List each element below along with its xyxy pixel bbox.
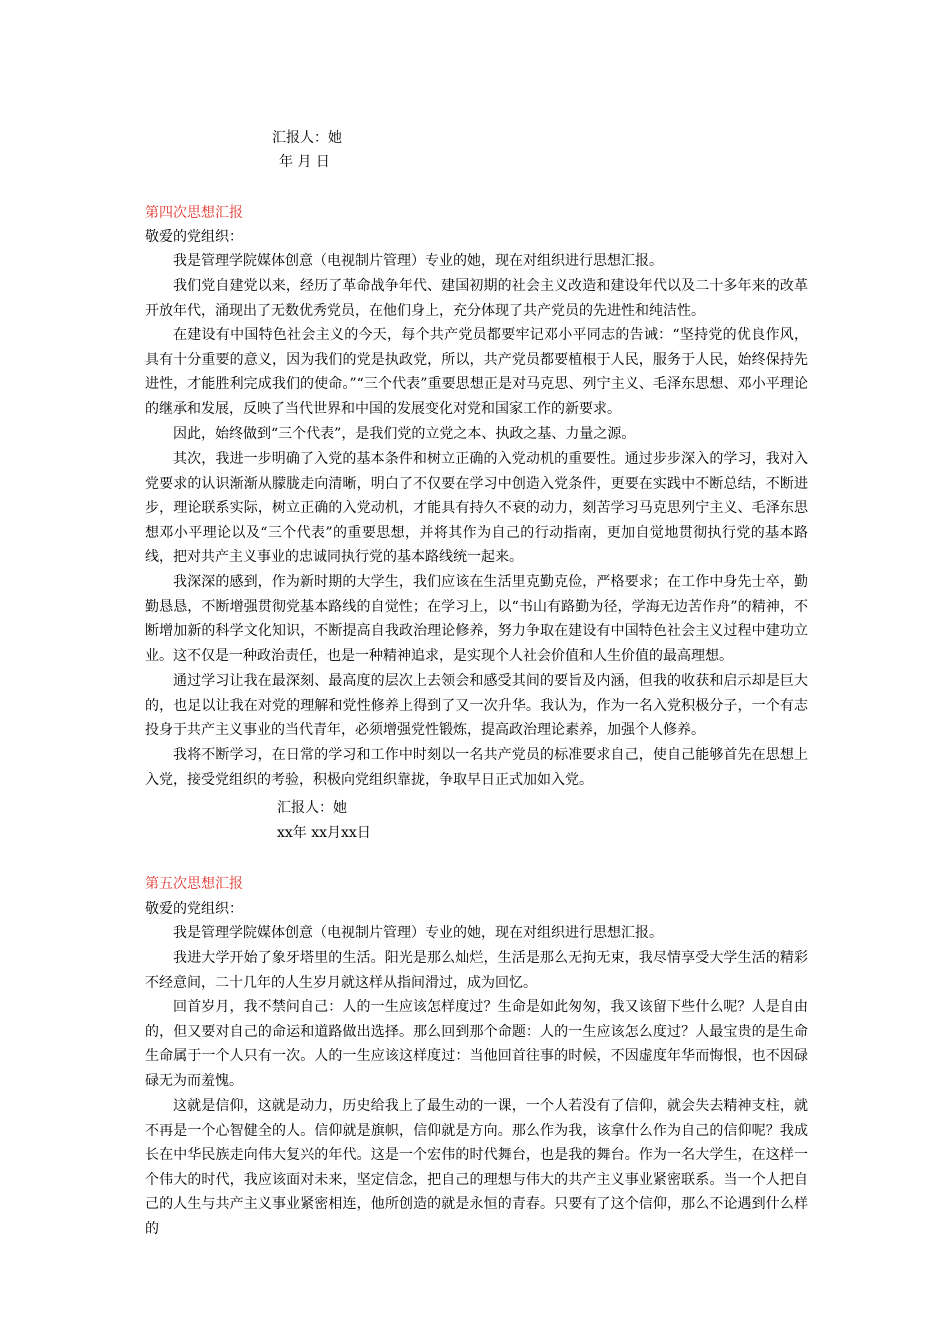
report-4-paragraph: 因此，始终做到“三个代表”，是我们党的立党之本、执政之基、力量之源。 [173, 426, 636, 442]
signature-date: xx年 xx月xx日 [277, 825, 371, 841]
report-4-salutation: 敬爱的党组织： [145, 229, 243, 245]
report-5-paragraph: 我是管理学院媒体创意（电视制片管理）专业的她，现在对组织进行思想汇报。 [173, 925, 663, 941]
signature-reporter: 汇报人：她 [277, 800, 347, 816]
report-4-paragraph: 通过学习让我在最深刻、最高度的层次上去领会和感受其间的要旨及内涵，但我的收获和启示却是巨大的，也足以让我在对党的理解和党性修养上得到了又一次升华。我认为，作为一名入党积极分子，一个有志投身于共产主义事业的当代青年，必须增强党性锻炼，提高政治理论素养，加强个人修养。 [145, 673, 808, 739]
report-5-paragraph: 我进大学开始了象牙塔里的生活。阳光是那么灿烂，生活是那么无拘无束，我尽情享受大学生活的精彩不经意间，二十几年的人生岁月就这样从指间滑过，成为回忆。 [145, 950, 808, 991]
report-4-paragraph: 其次，我进一步明确了入党的基本条件和树立正确的入党动机的重要性。通过步步深入的学习，我对入党要求的认识渐渐从朦胧走向清晰，明白了不仅要在学习中创造入党条件，更要在实践中不断总结，不断进步，理论联系实际，树立正确的入党动机，才能具有持久不衰的动力，刻苦学习马克思列宁主义、毛泽东思想邓小平理论以及“三个代表”的重要思想，并将其作为自己的行动指南，更加自觉地贯彻执行党的基本路线，把对共产主义事业的忠诚同执行党的基本路线统一起来。 [145, 451, 808, 566]
report-4-paragraph: 我是管理学院媒体创意（电视制片管理）专业的她，现在对组织进行思想汇报。 [173, 253, 663, 269]
report-5-paragraph: 这就是信仰，这就是动力，历史给我上了最生动的一课，一个人若没有了信仰，就会失去精神支柱，就不再是一个心智健全的人。信仰就是旗帜，信仰就是方向。那么作为我，该拿什么作为自己的信仰呢？我成长在中华民族走向伟大复兴的年代。这是一个宏伟的时代舞台，也是我的舞台。作为一名大学生，在这样一个伟大的时代，我应该面对未来，坚定信念，把自己的理想与伟大的共产主义事业紧密联系。当一个人把自己的人生与共产主义事业紧密相连，他所创造的就是永恒的青春。只要有了这个信仰，那么不论遇到什么样的 [145, 1098, 808, 1237]
report-4-paragraph: 我们党自建党以来，经历了革命战争年代、建国初期的社会主义改造和建设年代以及二十多年来的改革开放年代，涌现出了无数优秀党员，在他们身上，充分体现了共产党员的先进性和纯洁性。 [145, 278, 808, 319]
signature-date: 年 月 日 [279, 154, 330, 170]
report-4-paragraph: 我将不断学习，在日常的学习和工作中时刻以一名共产党员的标准要求自己，使自己能够首先在思想上入党，接受党组织的考验，积极向党组织靠拢，争取早日正式加如入党。 [145, 747, 808, 788]
report-5-paragraph: 回首岁月，我不禁问自己：人的一生应该怎样度过？生命是如此匆匆，我又该留下些什么呢？人是自由的，但又要对自己的命运和道路做出选择。那么回到那个命题：人的一生应该怎么度过？人最宝贵的是生命生命属于一个人只有一次。人的一生应该这样度过：当他回首往事的时候，不因虚度年华而悔恨，也不因碌碌无为而羞愧。 [145, 999, 808, 1089]
report-5-title: 第五次思想汇报 [145, 876, 243, 892]
report-5-salutation: 敬爱的党组织： [145, 901, 243, 917]
report-4-title: 第四次思想汇报 [145, 205, 243, 221]
signature-reporter: 汇报人：她 [272, 130, 342, 146]
report-4-paragraph: 在建设有中国特色社会主义的今天，每个共产党员都要牢记邓小平同志的告诫：“坚持党的优良作风，具有十分重要的意义，因为我们的党是执政党，所以，共产党员都要植根于人民，服务于人民，始终保持先进性，才能胜利完成我们的使命。”“三个代表”重要思想正是对马克思、列宁主义、毛泽东思想、邓小平理论的继承和发展，反映了当代世界和中国的发展变化对党和国家工作的新要求。 [145, 327, 808, 417]
report-4-paragraph: 我深深的感到，作为新时期的大学生，我们应该在生活里克勤克俭，严格要求；在工作中身先士卒，勤勤恳恳，不断增强贯彻党基本路线的自觉性；在学习上，以“书山有路勤为径，学海无边苦作舟”的精神，不断增加新的科学文化知识，不断提高自我政治理论修养，努力争取在建设有中国特色社会主义过程中建功立业。这不仅是一种政治责任，也是一种精神追求，是实现个人社会价值和人生价值的最高理想。 [145, 574, 808, 664]
